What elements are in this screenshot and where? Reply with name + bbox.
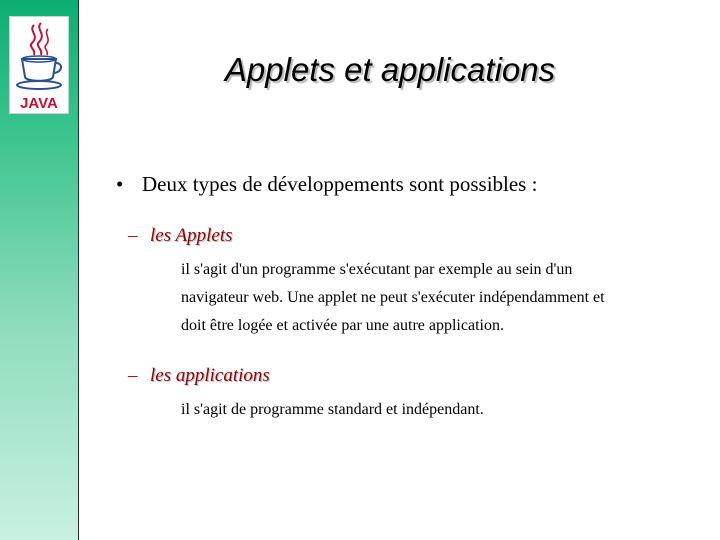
description-line: doit être logée et activée par une autre application. [181,317,504,334]
dash-marker: – [128,365,138,386]
java-coffee-cup-icon [10,17,68,113]
subheading-applications [128,364,270,388]
subheading-applets [128,224,233,248]
description-line: navigateur web. Une applet ne peut s'exécuter indépendamment et [181,289,605,306]
subheading-label: les applications [150,365,270,386]
applets-description [181,256,605,340]
description-line: il s'agit d'un programme s'exécutant par exemple au sein d'un [181,261,573,278]
main-bullet-text: Deux types de développements sont possibles : [142,172,538,196]
java-logo [9,16,69,114]
java-logo-text: JAVA [20,95,58,112]
applications-description [181,396,484,424]
dash-marker: – [128,225,138,246]
sidebar-gradient [0,0,79,540]
description-line: il s'agit de programme standard et indépendant. [181,401,484,418]
main-bullet [116,170,537,198]
subheading-label: les Applets [150,225,233,246]
bullet-dot: • [116,172,124,196]
slide-title: Applets et applications [224,51,556,88]
